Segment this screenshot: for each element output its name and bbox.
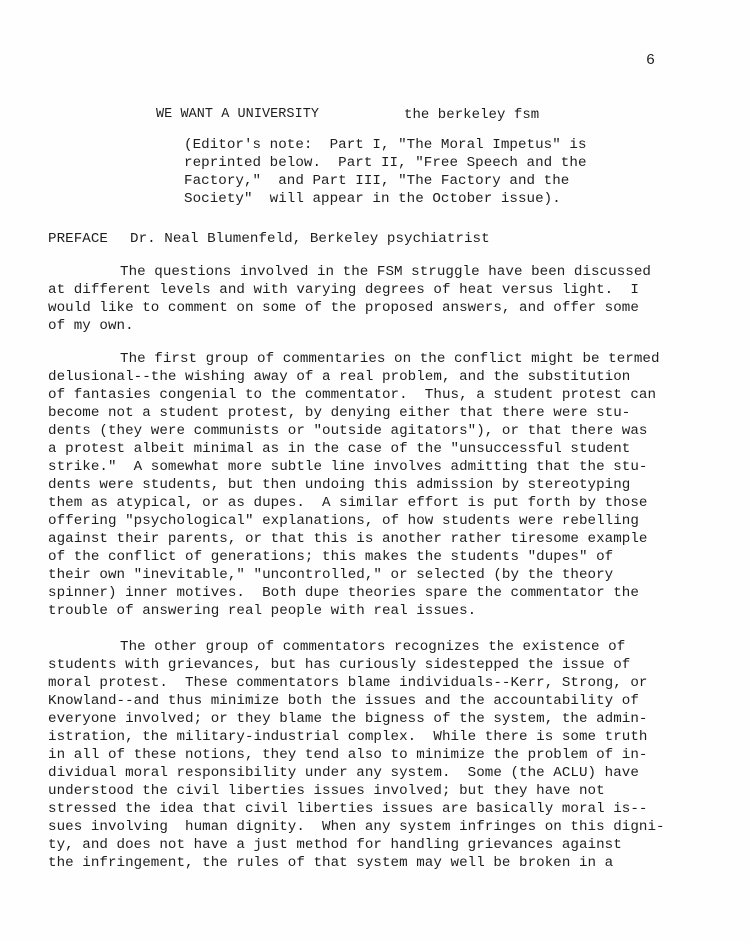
editor-note-line: reprinted below. Part II, "Free Speech and the [184,155,587,171]
paragraph-3-line: the infringement, the rules of that system may well be broken in a [48,855,614,871]
paragraph-3-line: sues involving human dignity. When any system infringes on this digni- [48,819,665,835]
paragraph-2-line: a protest albeit minimal as in the case of the "unsuccessful student [48,441,631,457]
paragraph-1-line: at different levels and with varying degrees of heat versus light. I [48,282,639,298]
paragraph-1-line: would like to comment on some of the proposed answers, and offer some [48,300,639,316]
page-number: 6 [646,52,656,69]
article-source: the berkeley fsm [404,107,540,123]
paragraph-2-line: dents were students, but then undoing this admission by stereotyping [48,477,631,493]
paragraph-2-line: trouble of answering real people with real issues. [48,603,477,619]
paragraph-3-line: students with grievances, but has curiously sidestepped the issue of [48,657,631,673]
paragraph-1-line: of my own. [48,318,134,334]
editor-note-line: Society" will appear in the October issue). [184,191,561,207]
paragraph-3-line: istration, the military-industrial complex. While there is some truth [48,729,648,745]
paragraph-2-line: offering "psychological" explanations, of how students were rebelling [48,513,639,529]
paragraph-2-line: strike." A somewhat more subtle line involves admitting that the stu- [48,459,648,475]
paragraph-3-line: Knowland--and thus minimize both the issues and the accountability of [48,693,639,709]
paragraph-3-line: dividual moral responsibility under any system. Some (the ACLU) have [48,765,639,781]
paragraph-3-line: The other group of commentators recognizes the existence of [120,639,626,655]
paragraph-3-line: everyone involved; or they blame the bigness of the system, the admin- [48,711,648,727]
paragraph-3-line: moral protest. These commentators blame individuals--Kerr, Strong, or [48,675,648,691]
paragraph-3-line: ty, and does not have a just method for handling grievances against [48,837,622,853]
preface-label: PREFACE [48,231,108,247]
paragraph-1-line: The questions involved in the FSM struggle have been discussed [120,264,651,280]
paragraph-2-line: of fantasies congenial to the commentator. Thus, a student protest can [48,387,657,403]
article-title: WE WANT A UNIVERSITY [156,107,320,122]
paragraph-2-line: spinner) inner motives. Both dupe theories spare the commentator the [48,585,639,601]
paragraph-2-line: their own "inevitable," "uncontrolled," or selected (by the theory [48,567,614,583]
preface-author: Dr. Neal Blumenfeld, Berkeley psychiatrist [130,231,490,247]
paragraph-3-line: stressed the idea that civil liberties issues are basically moral is-- [48,801,648,817]
paragraph-3-line: understood the civil liberties issues involved; but they have not [48,783,605,799]
paragraph-2-line: dents (they were communists or "outside agitators"), or that there was [48,423,648,439]
paragraph-2-line: against their parents, or that this is another rather tiresome example [48,531,648,547]
paragraph-3-line: in all of these notions, they tend also to minimize the problem of in- [48,747,648,763]
editor-note-line: (Editor's note: Part I, "The Moral Impetus" is [184,137,587,153]
paragraph-2-line: become not a student protest, by denying either that there were stu- [48,405,631,421]
paragraph-2-line: them as atypical, or as dupes. A similar effort is put forth by those [48,495,648,511]
paragraph-2-line: delusional--the wishing away of a real problem, and the substitution [48,369,631,385]
editor-note-line: Factory," and Part III, "The Factory and the [184,173,570,189]
paragraph-2-line: of the conflict of generations; this makes the students "dupes" of [48,549,614,565]
paragraph-2-line: The first group of commentaries on the conflict might be termed [120,351,660,367]
